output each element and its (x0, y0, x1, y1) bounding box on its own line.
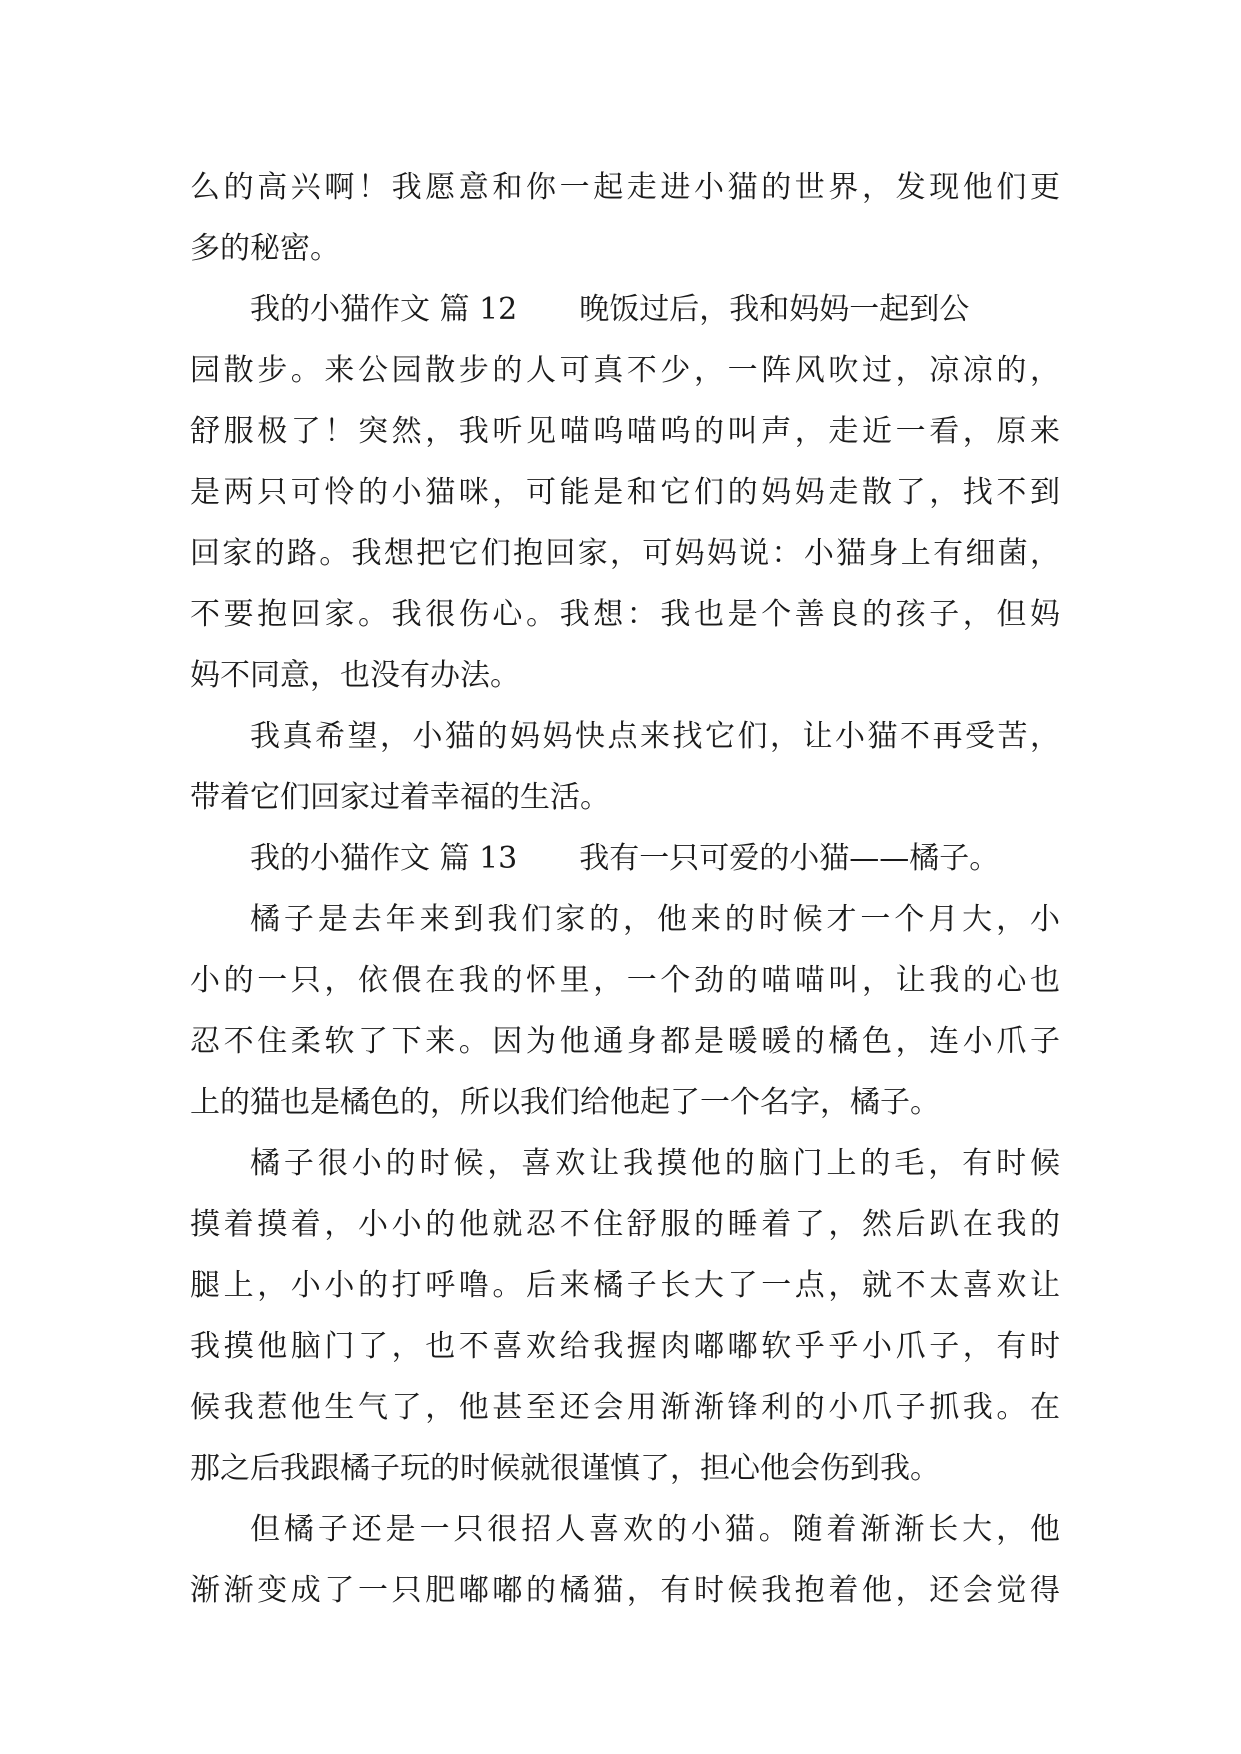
text-line: 是两只可怜的小猫咪，可能是和它们的妈妈走散了，找不到 (190, 475, 1060, 510)
text-line: 妈不同意，也没有办法。 (190, 658, 520, 693)
text-line: 那之后我跟橘子玩的时候就很谨慎了，担心他会伤到我。 (190, 1451, 940, 1486)
text-line: 候我惹他生气了，他甚至还会用渐渐锋利的小爪子抓我。在 (190, 1390, 1060, 1425)
text-line: 园散步。来公园散步的人可真不少，一阵风吹过，凉凉的， (190, 353, 1060, 388)
essay-heading-line (190, 279, 1060, 340)
text-line: 渐渐变成了一只肥嘟嘟的橘猫，有时候我抱着他，还会觉得 (190, 1573, 1060, 1608)
paragraph-start: 我真希望，小猫的妈妈快点来找它们，让小猫不再受苦， (250, 719, 1060, 754)
text-line: 我摸他脑门了，也不喜欢给我握肉嘟嘟软乎乎小爪子，有时 (190, 1329, 1060, 1364)
text-line: 上的猫也是橘色的，所以我们给他起了一个名字，橘子。 (190, 1085, 940, 1120)
text-line: 腿上，小小的打呼噜。后来橘子长大了一点，就不太喜欢让 (190, 1268, 1060, 1303)
essay-heading: 我的小猫作文 篇 13 (250, 841, 518, 876)
paragraph-start: 橘子很小的时候，喜欢让我摸他的脑门上的毛，有时候 (250, 1146, 1060, 1181)
essay-heading-line (190, 828, 1060, 889)
text-line: 回家的路。我想把它们抱回家，可妈妈说：小猫身上有细菌， (190, 536, 1060, 571)
text-line: 不要抱回家。我很伤心。我想：我也是个善良的孩子，但妈 (190, 597, 1060, 632)
paragraph-start: 但橘子还是一只很招人喜欢的小猫。随着渐渐长大，他 (250, 1512, 1060, 1547)
text-span: 我有一只可爱的小猫——橘子。 (579, 841, 1000, 876)
text-line: 带着它们回家过着幸福的生活。 (190, 780, 610, 815)
essay-text (190, 157, 1060, 1621)
text-span: 晚饭过后，我和妈妈一起到公 (579, 292, 970, 327)
text-line: 忍不住柔软了下来。因为他通身都是暖暖的橘色，连小爪子 (190, 1024, 1060, 1059)
text-line: 摸着摸着，小小的他就忍不住舒服的睡着了，然后趴在我的 (190, 1207, 1060, 1242)
text-line: 小的一只，依偎在我的怀里，一个劲的喵喵叫，让我的心也 (190, 963, 1060, 998)
text-line: 多的秘密。 (190, 231, 340, 266)
paragraph-start: 橘子是去年来到我们家的，他来的时候才一个月大，小 (250, 902, 1060, 937)
text-line: 舒服极了！突然，我听见喵呜喵呜的叫声，走近一看，原来 (190, 414, 1060, 449)
essay-heading: 我的小猫作文 篇 12 (250, 292, 518, 327)
text-line: 么的高兴啊！我愿意和你一起走进小猫的世界，发现他们更 (190, 170, 1060, 205)
